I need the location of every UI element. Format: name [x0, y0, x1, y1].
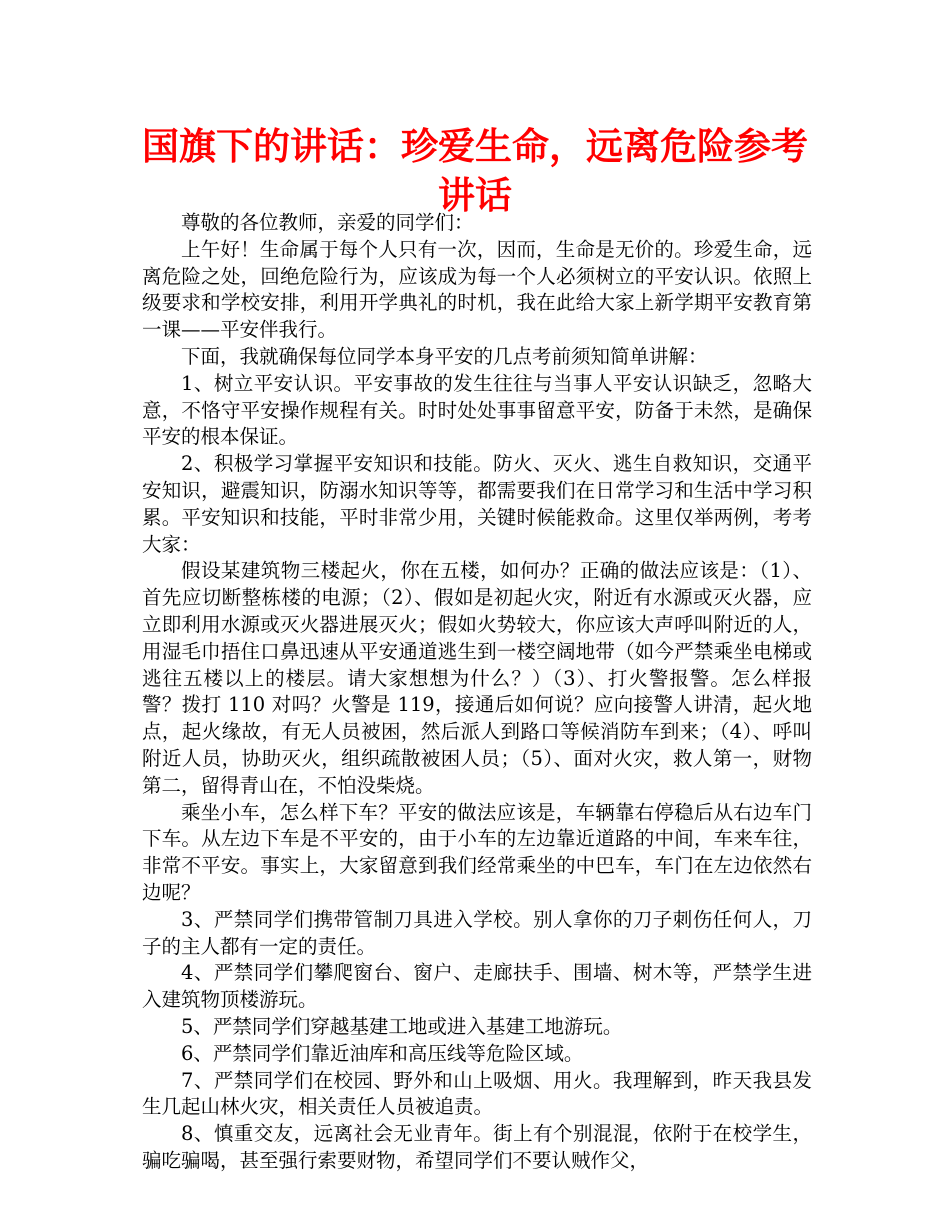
- body-paragraph: 6、严禁同学们靠近油库和高压线等危险区域。: [181, 1041, 584, 1065]
- body-paragraph: 上午好！生命属于每个人只有一次，因而，生命是无价的。珍爱生命，远离危险之处，回绝危险行为，应该成为每一个人必须树立的平安认识。依照上级要求和学校安排，利用开学典礼的时机，我在此给大家上新学期平安教育第一课——平安伴我行。: [142, 237, 812, 342]
- body-paragraph: 下面，我就确保每位同学本身平安的几点考前须知简单讲解：: [181, 344, 708, 368]
- body-paragraph: 4、严禁同学们攀爬窗台、窗户、走廊扶手、围墙、树木等，严禁学生进入建筑物顶楼游玩。: [142, 961, 812, 1012]
- document-body: [142, 210, 812, 1175]
- document-title: 国旗下的讲话：珍爱生命，远离危险参考讲话: [142, 124, 808, 217]
- body-paragraph: 假设某建筑物三楼起火，你在五楼，如何办？正确的做法应该是：（1）、首先应切断整栋楼的电源；（2）、假如是初起火灾，附近有水源或灭火器，应立即利用水源或灭火器进展灭火；假如火势较大，你应该大声呼叫附近的人，用湿毛巾捂住口鼻迅速从平安通道逃生到一楼空阔地带（如今严禁乘坐电梯或逃往五楼以上的楼层。请大家想想为什么？）（3）、打火警报警。怎么样报警？拨打 110 对吗？火警是 119，接通后如何说？应向接警人讲清，起火地点，起火缘故，有无人员被困，然后派人到路口等候消防车到来；（4）、呼叫附近人员，协助灭火，组织疏散被困人员；（5）、面对火灾，救人第一，财物第二，留得青山在，不怕没柴烧。: [142, 559, 812, 797]
- body-paragraph: 1、树立平安认识。平安事故的发生往往与当事人平安认识缺乏，忽略大意，不恪守平安操作规程有关。时时处处事事留意平安，防备于未然，是确保平安的根本保证。: [142, 371, 812, 449]
- body-paragraph: 8、慎重交友，远离社会无业青年。街上有个别混混，依附于在校学生，骗吃骗喝，甚至强行索要财物，希望同学们不要认贼作父，: [142, 1122, 812, 1172]
- body-paragraph: 乘坐小车，怎么样下车？平安的做法应该是，车辆靠右停稳后从右边车门下车。从左边下车是不平安的，由于小车的左边靠近道路的中间，车来车往，非常不平安。事实上，大家留意到我们经常乘坐的中巴车，车门在左边依然右边呢？: [142, 800, 812, 904]
- body-paragraph: 3、严禁同学们携带管制刀具进入学校。别人拿你的刀子刺伤任何人，刀子的主人都有一定的责任。: [142, 907, 812, 958]
- body-paragraph: 7、严禁同学们在校园、野外和山上吸烟、用火。我理解到，昨天我县发生几起山林火灾，相关责任人员被追责。: [142, 1068, 812, 1119]
- salutation: 尊敬的各位教师，亲爱的同学们：: [181, 211, 474, 234]
- body-paragraph: 5、严禁同学们穿越基建工地或进入基建工地游玩。: [181, 1014, 623, 1038]
- body-paragraph: 2、积极学习掌握平安知识和技能。防火、灭火、逃生自救知识，交通平安知识，避震知识，防溺水知识等等，都需要我们在日常学习和生活中学习积累。平安知识和技能，平时非常少用，关键时候能救命。这里仅举两例，考考大家：: [142, 452, 812, 556]
